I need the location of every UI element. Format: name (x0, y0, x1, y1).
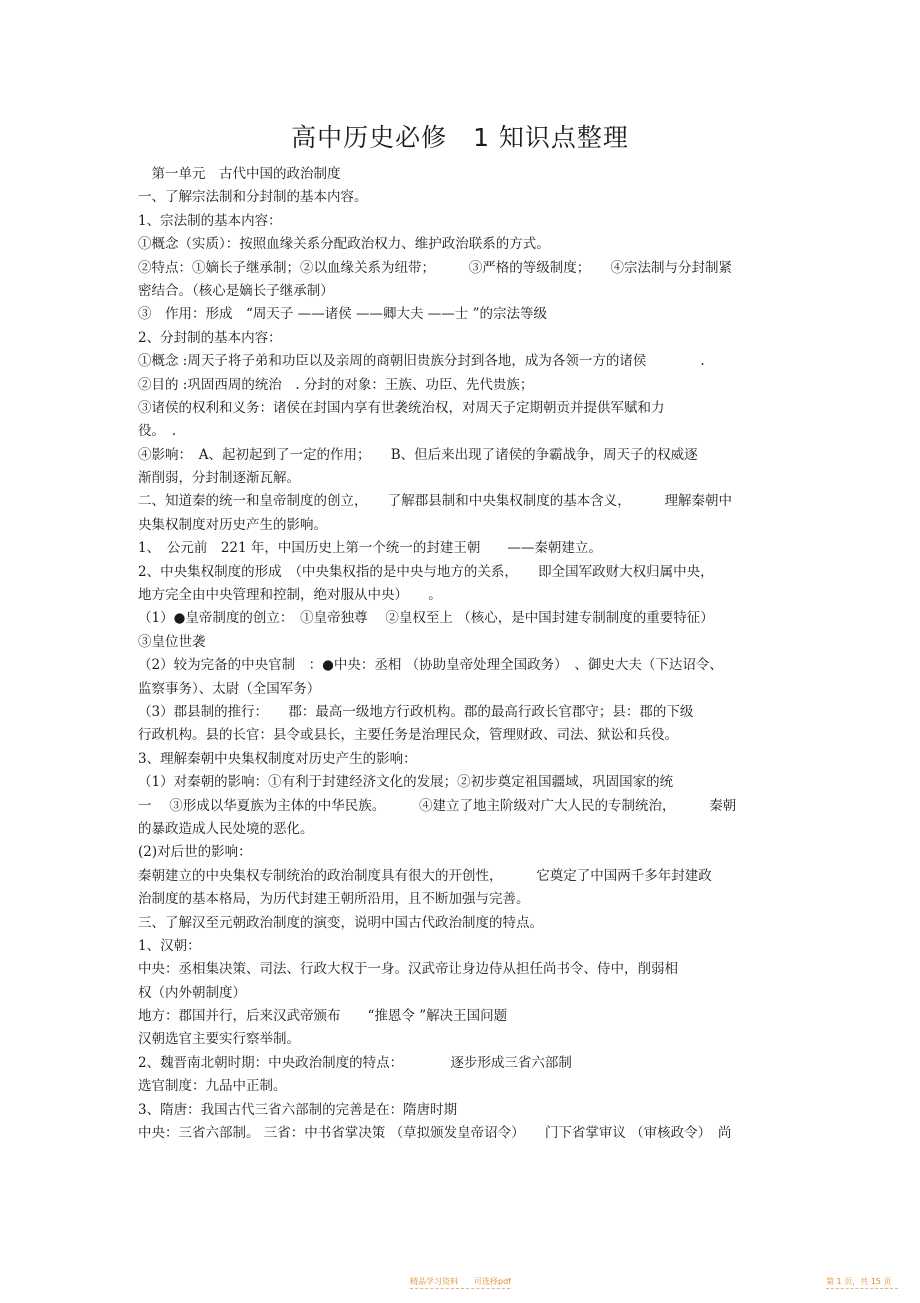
text-line: 行政机构。县的长官：县令或县长，主要任务是治理民众，管理财政、司法、狱讼和兵役。 (138, 727, 678, 744)
text-line: 中央：三省六部制。 三省：中书省掌决策 （草拟颁发皇帝诏令） 门下省掌审议 （审核政令） 尚 (138, 1125, 732, 1142)
text-line: 第一单元 古代中国的政治制度 (138, 166, 341, 182)
text-line: 役。 . (138, 423, 177, 440)
text-line: ④影响： A、起初起到了一定的作用； B、但后来出现了诸侯的争霸战争，周天子的权威逐 (138, 446, 698, 463)
text-line: 2、分封制的基本内容： (138, 329, 282, 346)
text-line: ③ 作用：形成 “周天子 ——诸侯 ——卿大夫 ——士 ”的宗法等级 (138, 306, 547, 323)
footer-source-label: 精品学习资料 可选择pdf (410, 1277, 511, 1286)
text-line: 密结合。（核心是嫡长子继承制） (138, 282, 334, 299)
text-line: ①概念 :周天子将子弟和功臣以及亲周的商朝旧贵族分封到各地，成为各领一方的诸侯 . (138, 353, 705, 370)
text-line: 的暴政造成人民处境的恶化。 (138, 820, 314, 837)
text-line: （1）对秦朝的影响：①有利于封建经济文化的发展；②初步奠定祖国疆域，巩固国家的统 (138, 774, 674, 791)
text-line: （3）郡县制的推行： 郡：最高一级地方行政机构。郡的最高行政长官郡守；县：郡的下级 (138, 703, 694, 720)
text-line: ③皇位世袭 (138, 633, 206, 650)
text-line: 1、 公元前 221 年，中国历史上第一个统一的封建王朝 ——秦朝建立。 (138, 540, 602, 557)
text-line: 三、了解汉至元朝政治制度的演变，说明中国古代政治制度的特点。 (138, 914, 543, 931)
text-line: 央集权制度对历史产生的影响。 (138, 516, 327, 533)
text-line: 中央：丞相集决策、司法、行政大权于一身。汉武帝让身边侍从担任尚书令、侍中，削弱相 (138, 961, 678, 978)
text-line: 秦朝建立的中央集权专制统治的政治制度具有很大的开创性， 它奠定了中国两千多年封建政 (138, 867, 712, 884)
text-line: 一、了解宗法制和分封制的基本内容。 (138, 189, 368, 206)
footer-divider-right (826, 1288, 898, 1289)
document-title: 高中历史必修 1 知识点整理 (291, 123, 629, 152)
text-line: 1、宗法制的基本内容： (138, 212, 282, 229)
text-line: 地方完全由中央管理和控制，绝对服从中央） 。 (138, 587, 442, 604)
text-line: （2）较为完备的中央官制 ：●中央：丞相 （协助皇帝处理全国政务） 、御史大夫（下达诏令、 (138, 657, 723, 674)
document-body (138, 163, 788, 1145)
text-line: 治制度的基本格局，为历代封建王朝所沿用，且不断加强与完善。 (138, 891, 530, 908)
text-line: 选官制度：九品中正制。 (138, 1078, 287, 1095)
text-line: 二、知道秦的统一和皇帝制度的创立， 了解郡县制和中央集权制度的基本含义， 理解秦朝中 (138, 493, 732, 510)
text-line: ③诸侯的权利和义务：诸侯在封国内享有世袭统治权，对周天子定期朝贡并提供军赋和力 (138, 399, 665, 416)
text-line: 一 ③形成以华夏族为主体的中华民族。 ④建立了地主阶级对广大人民的专制统治， 秦朝 (138, 797, 737, 814)
text-line: 2、魏晋南北朝时期：中央政治制度的特点： 逐步形成三省六部制 (138, 1054, 572, 1071)
text-line: 渐削弱，分封制逐渐瓦解。 (138, 470, 300, 487)
text-line: 汉朝选官主要实行察举制。 (138, 1031, 300, 1048)
text-line: 3、隋唐：我国古代三省六部制的完善是在：隋唐时期 (138, 1101, 458, 1118)
text-line: 地方：郡国并行，后来汉武帝颁布 “推恩令 ”解决王国问题 (138, 1008, 508, 1025)
text-line: 3、理解秦朝中央集权制度对历史产生的影响： (138, 750, 417, 767)
text-line: （1）●皇帝制度的创立： ①皇帝独尊 ②皇权至上 （核心，是中国封建专制制度的重要特征） (138, 610, 714, 627)
text-line: ②目的 :巩固西周的统治 . 分封的对象：王族、功臣、先代贵族； (138, 376, 534, 393)
text-line: ②特点：①嫡长子继承制；②以血缘关系为纽带； ③严格的等级制度； ④宗法制与分封制紧 (138, 259, 732, 276)
text-line: 2、中央集权制度的形成 （中央集权指的是中央与地方的关系， 即全国军政财大权归属中央， (138, 563, 714, 580)
text-line: (2)对后世的影响： (138, 844, 252, 861)
text-line: 权（内外朝制度） (138, 984, 246, 1001)
text-line: 1、汉朝： (138, 937, 201, 954)
footer-divider-left (410, 1288, 510, 1289)
footer-page-number: 第 1 页，共 15 页 (826, 1277, 892, 1286)
text-line: ①概念（实质）：按照血缘关系分配政治权力、维护政治联系的方式。 (138, 236, 550, 253)
text-line: 监察事务）、太尉（全国军务） (138, 680, 321, 697)
